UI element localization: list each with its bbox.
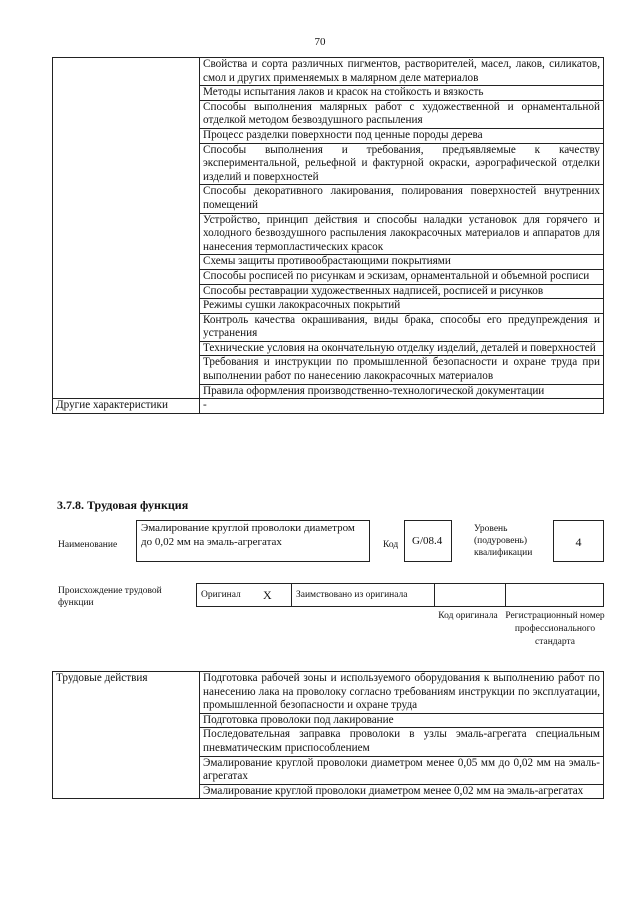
registration-number-caption: Регистрационный номер профессионального стандарта [505, 611, 605, 647]
other-characteristics-value: - [200, 399, 604, 414]
table-row [53, 399, 604, 414]
table-cell: Методы испытания лаков и красок на стойкость и вязкость [200, 86, 604, 101]
original-label: Оригинал [197, 584, 260, 607]
table-cell: Эмалирование круглой проволоки диаметром менее 0,02 мм на эмаль-агрегатах [200, 784, 604, 799]
function-name-box: Эмалирование круглой проволоки диаметром до 0,02 мм на эмаль-агрегатах [136, 520, 370, 562]
section-title: 3.7.8. Трудовая функция [57, 498, 189, 512]
table-cell: Правила оформления производственно-технологической документации [200, 384, 604, 399]
table-row [53, 672, 604, 714]
function-code-box: G/08.4 [404, 520, 452, 562]
labor-actions-table [52, 671, 604, 799]
table-cell: Подготовка рабочей зоны и используемого оборудования к выполнению работ по нанесению лака на проволоку согласно требованиям инструкции по эксплуатации, промышленной безопасности и охране труда [200, 672, 604, 714]
table-cell: Схемы защиты противообрастающими покрытиями [200, 255, 604, 270]
origin-label: Происхождение трудовой функции [58, 586, 162, 608]
table-cell: Устройство, принцип действия и способы наладки установок для горячего и холодного безвоздушного распыления лакокрасочных материалов и аппаратов для нанесения термопластических красок [200, 213, 604, 255]
registration-number-cell [506, 584, 604, 607]
table-cell: Требования и инструкции по промышленной безопасности и охране труда при выполнении работ по нанесению лакокрасочных материалов [200, 356, 604, 384]
original-code-caption: Код оригинала [438, 611, 498, 621]
page-number: 70 [314, 36, 326, 48]
original-code-cell [435, 584, 506, 607]
table-row [53, 58, 604, 86]
qualification-level-label: Уровень (подуровень) квалификации [474, 524, 533, 558]
original-mark: X [259, 584, 292, 607]
table-cell: Свойства и сорта различных пигментов, растворителей, масел, лаков, силикатов, смол и других применяемых в малярном деле материалов [200, 58, 604, 86]
table-cell: Способы декоративного лакирования, полирования поверхностей внутренних помещений [200, 185, 604, 213]
origin-row [196, 583, 604, 607]
table-cell: Последовательная заправка проволоки в узлы эмаль-агрегата специальным пневматическим приспособлением [200, 728, 604, 756]
table-cell: Эмалирование круглой проволоки диаметром менее 0,05 мм до 0,02 мм на эмаль-агрегатах [200, 756, 604, 784]
table-cell: Подготовка проволоки под лакирование [200, 713, 604, 728]
table-cell: Контроль качества окрашивания, виды брака, способы его предупреждения и устранения [200, 313, 604, 341]
qualification-level-box: 4 [553, 520, 604, 562]
table-cell: Режимы сушки лакокрасочных покрытий [200, 299, 604, 314]
other-characteristics-label: Другие характеристики [53, 399, 200, 414]
table-cell: Способы выполнения малярных работ с художественной и орнаментальной отделкой методом безвоздушного распыления [200, 100, 604, 128]
table-cell: Способы росписей по рисункам и эскизам, орнаментальной и объемной росписи [200, 269, 604, 284]
table-cell: Способы реставрации художественных надписей, росписей и рисунков [200, 284, 604, 299]
table-cell: Процесс разделки поверхности под ценные породы дерева [200, 128, 604, 143]
borrowed-label: Заимствовано из оригинала [292, 584, 435, 607]
table-cell-empty [53, 58, 200, 399]
knowledge-table [52, 57, 604, 414]
labor-actions-label: Трудовые действия [53, 672, 200, 799]
code-label: Код [383, 540, 399, 550]
table-cell: Технические условия на окончательную отделку изделий, деталей и поверхностей [200, 341, 604, 356]
name-label: Наименование [58, 540, 118, 550]
table-cell: Способы выполнения и требования, предъявляемые к качеству экспериментальной, рельефной и фактурной окраски, аэрографической отделки изделий и поверхностей [200, 143, 604, 185]
